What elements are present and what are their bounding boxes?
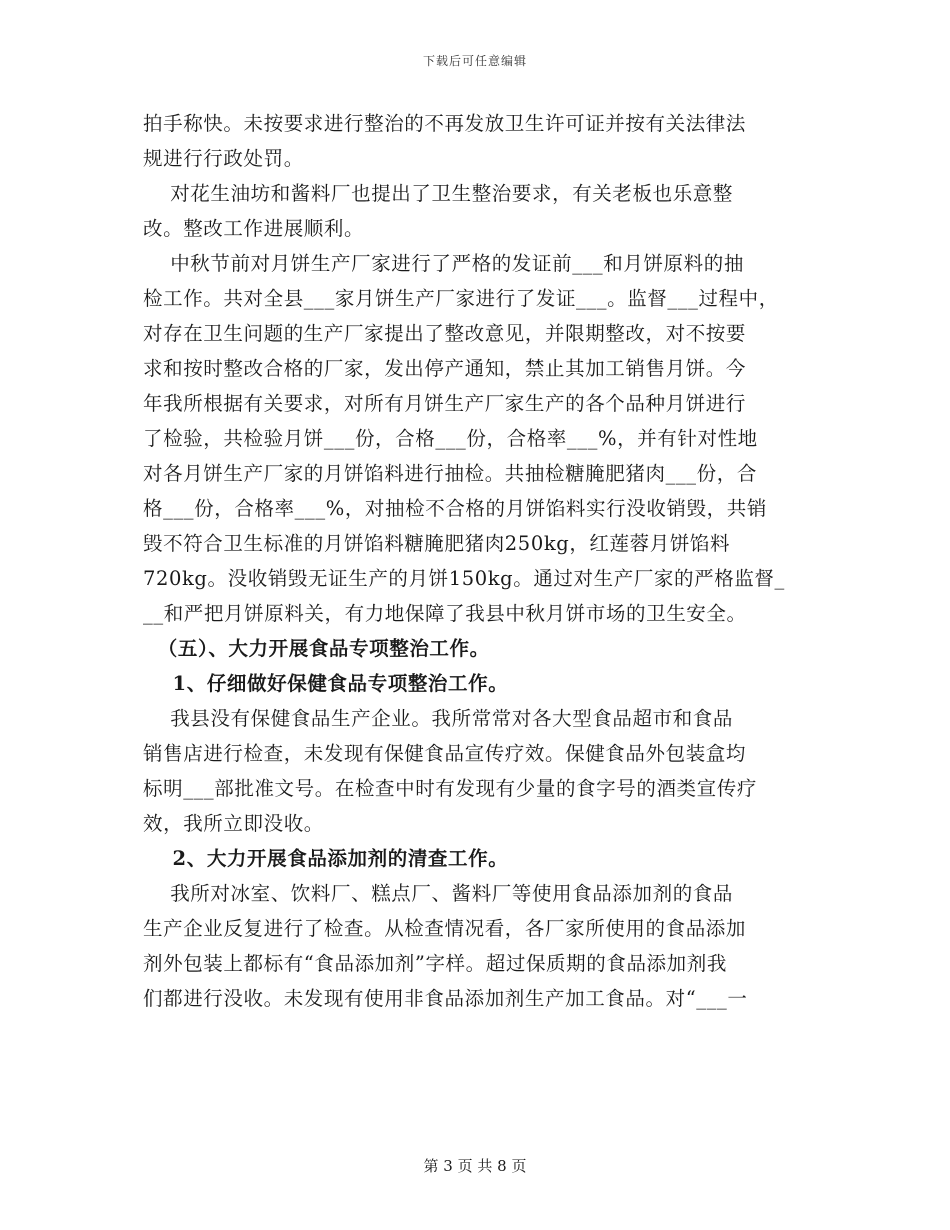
body-text-line: __和严把月饼原料关，有力地保障了我县中秋月饼市场的卫生安全。 xyxy=(143,602,747,625)
body-text-line: 格___份，合格率___%，对抽检不合格的月饼馅料实行没收销毁，共销 xyxy=(143,497,767,520)
section-heading-line: 1、仔细做好保健食品专项整治工作。 xyxy=(143,672,509,695)
body-text-line: 生产企业反复进行了检查。从检查情况看，各厂家所使用的食品添加 xyxy=(143,917,747,940)
body-text-line: 对花生油坊和酱料厂也提出了卫生整治要求，有关老板也乐意整 xyxy=(143,182,733,205)
section-heading-line: 2、大力开展食品添加剂的清查工作。 xyxy=(143,847,509,870)
body-text-line: 标明___部批准文号。在检查中时有发现有少量的食字号的酒类宣传疗 xyxy=(143,777,757,800)
body-text-line: 检工作。共对全县___家月饼生产厂家进行了发证___。监督___过程中， xyxy=(143,287,779,310)
section-heading-line: （五）、大力开展食品专项整治工作。 xyxy=(143,637,490,660)
body-text-line: 年我所根据有关要求，对所有月饼生产厂家生产的各个品种月饼进行 xyxy=(143,392,747,415)
body-text-line: 我所对冰室、饮料厂、糕点厂、酱料厂等使用食品添加剂的食品 xyxy=(143,882,733,905)
body-text-line: 销售店进行检查，未发现有保健食品宣传疗效。保健食品外包装盒均 xyxy=(143,742,747,765)
document-body xyxy=(143,106,815,1016)
body-text-line: 中秋节前对月饼生产厂家进行了严格的发证前___和月饼原料的抽 xyxy=(143,252,744,275)
body-text-line: 求和按时整改合格的厂家，发出停产通知，禁止其加工销售月饼。今 xyxy=(143,357,747,380)
body-text-line: 对各月饼生产厂家的月饼馅料进行抽检。共抽检糖腌肥猪肉___份，合 xyxy=(143,462,757,485)
body-text-line: 改。整改工作进展顺利。 xyxy=(143,217,365,240)
page-number: 第 3 页 共 8 页 xyxy=(423,1157,527,1175)
body-text-line: 我县没有保健食品生产企业。我所常常对各大型食品超市和食品 xyxy=(143,707,733,730)
body-text-line: 了检验，共检验月饼___份，合格___份，合格率___%，并有针对性地 xyxy=(143,427,758,450)
page-header-note: 下载后可任意编辑 xyxy=(422,54,527,68)
body-text-line: 规进行行政处罚。 xyxy=(143,147,304,170)
body-text-line: 拍手称快。未按要求进行整治的不再发放卫生许可证并按有关法律法 xyxy=(143,112,747,135)
body-text-line: 毁不符合卫生标准的月饼馅料糖腌肥猪肉250kg，红莲蓉月饼馅料 xyxy=(143,532,731,555)
body-text-line: 720kg。没收销毁无证生产的月饼150kg。通过对生产厂家的严格监督_ xyxy=(143,567,785,590)
body-text-line: 对存在卫生问题的生产厂家提出了整改意见，并限期整改，对不按要 xyxy=(143,322,747,345)
body-text-line: 剂外包装上都标有“食品添加剂”字样。超过保质期的食品添加剂我 xyxy=(143,952,727,975)
body-text-line: 效，我所立即没收。 xyxy=(143,812,324,835)
body-text-line: 们都进行没收。未发现有使用非食品添加剂生产加工食品。对“___一 xyxy=(143,987,748,1010)
